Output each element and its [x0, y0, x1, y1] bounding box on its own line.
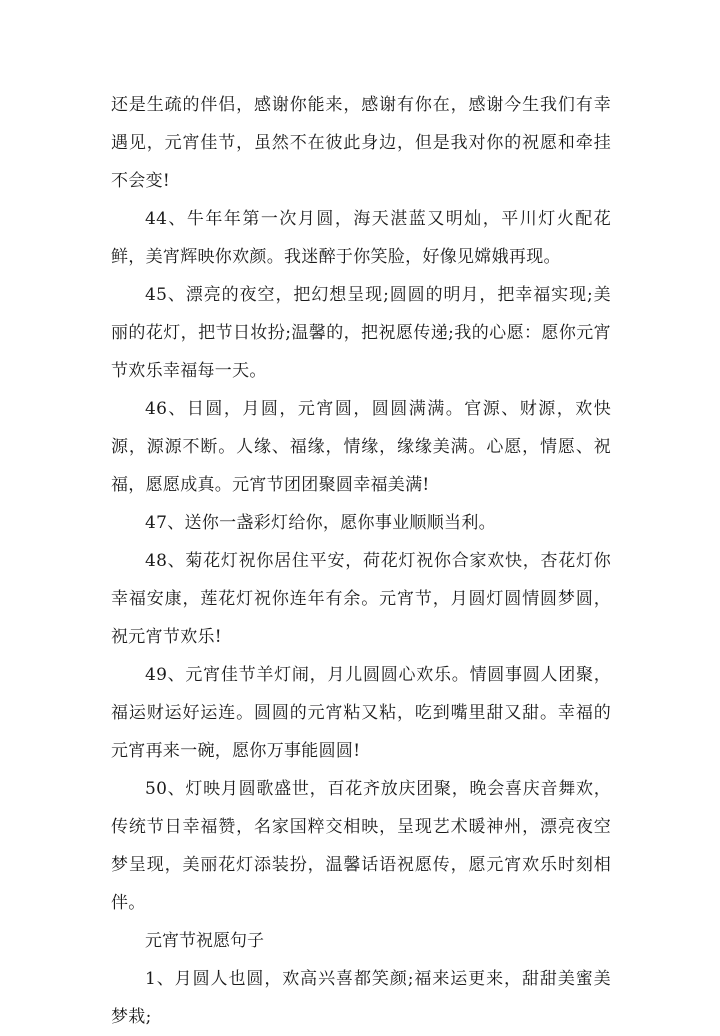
paragraph-continuation: 还是生疏的伴侣，感谢你能来，感谢有你在，感谢今生我们有幸遇见，元宵佳节，虽然不在彼此身边，但是我对你的祝愿和牵挂不会变!: [111, 95, 611, 191]
paragraph-47: 47、送你一盏彩灯给你，愿你事业顺顺当利。: [145, 513, 496, 533]
paragraph-45: 45、漂亮的夜空，把幻想呈现;圆圆的明月，把幸福实现;美丽的花灯，把节日妆扮;温馨的，把祝愿传递;我的心愿：愿你元宵节欢乐幸福每一天。: [111, 285, 611, 381]
paragraph-50: 50、灯映月圆歌盛世，百花齐放庆团聚，晚会喜庆音舞欢，传统节日幸福赞，名家国粹交相映，呈现艺术暖神州，漂亮夜空梦呈现，美丽花灯添装扮，温馨话语祝愿传，愿元宵欢乐时刻相伴。: [111, 779, 611, 913]
paragraph-48: 48、菊花灯祝你居住平安，荷花灯祝你合家欢快，杏花灯你幸福安康，莲花灯祝你连年有余。元宵节，月圆灯圆情圆梦圆，祝元宵节欢乐!: [111, 551, 611, 647]
document-page: [111, 86, 611, 1036]
paragraph-49: 49、元宵佳节羊灯闹，月儿圆圆心欢乐。情圆事圆人团聚，福运财运好运连。圆圆的元宵粘又粘，吃到嘴里甜又甜。幸福的元宵再来一碗，愿你万事能圆圆!: [111, 665, 611, 761]
section-heading: 元宵节祝愿句子: [145, 931, 264, 951]
paragraph-44: 44、牛年年第一次月圆，海天湛蓝又明灿，平川灯火配花鲜，美宵辉映你欢颜。我迷醉于你笑脸，好像见嫦娥再现。: [111, 209, 611, 267]
paragraph-1: 1、月圆人也圆，欢高兴喜都笑颜;福来运更来，甜甜美蜜美梦栽;: [111, 969, 611, 1027]
paragraph-46: 46、日圆，月圆，元宵圆，圆圆满满。官源、财源，欢快源，源源不断。人缘、福缘，情缘，缘缘美满。心愿，情愿、祝福，愿愿成真。元宵节团团聚圆幸福美满!: [111, 399, 611, 495]
